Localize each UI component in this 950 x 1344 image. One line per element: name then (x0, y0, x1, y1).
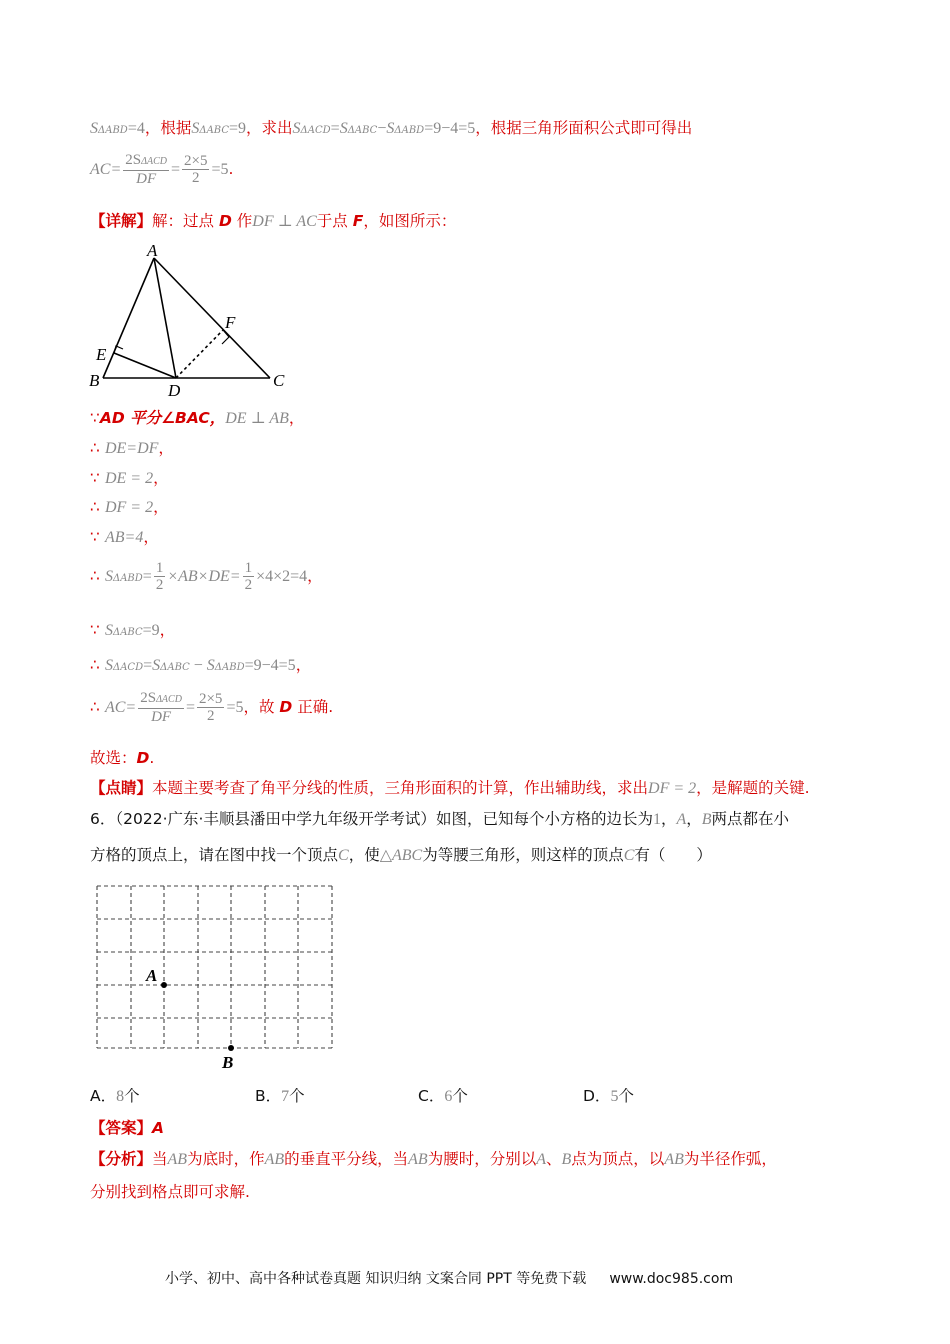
analysis-line-1: 【分析】当AB为底时，作AB的垂直平分线，当AB为腰时，分别以A、B点为顶点，以AB为半径作弧， (90, 1150, 777, 1168)
choose-line: 故选：D. (90, 749, 155, 767)
grid-label-b: B (222, 1053, 234, 1072)
detail-line: 【详解】解：过点 D 作DF ⊥ AC于点 F，如图所示： (90, 212, 457, 230)
intro-line-1: SΔABD=4，根据SΔABC=9，求出SΔACD=SΔABC−SΔABD=9−4=5，根据三角形面积公式即可得出 (90, 119, 693, 137)
answer-line: 【答案】A (90, 1119, 165, 1137)
question-line-1: 6．（2022·广东·丰顺县潘田中学九年级开学考试）如图，已知每个小方格的边长为1，A，B两点都在小 (90, 810, 790, 828)
label-d: D (168, 381, 181, 400)
step-7: ∵ SΔABC=9， (90, 621, 176, 639)
analysis-line-2: 分别找到格点即可求解. (90, 1183, 250, 1201)
triangle-figure (85, 238, 300, 400)
label-b: B (89, 371, 100, 390)
label-a: A (147, 241, 158, 260)
segment-ab (103, 258, 154, 378)
step-4: ∴ DF = 2， (90, 498, 169, 516)
segment-de (114, 353, 176, 378)
step-2: ∴ DE=DF， (90, 439, 174, 457)
label-c: C (273, 371, 285, 390)
footer: 小学、初中、高中各种试卷真题 知识归纳 文案合同 PPT 等免费下载 www.doc985.com (165, 1271, 734, 1287)
option-c[interactable]: C．6个 (418, 1087, 468, 1105)
step-8: ∴ SΔACD=SΔABC − SΔABD=9−4=5， (90, 656, 312, 674)
segment-ad (154, 258, 176, 378)
grid-figure (90, 880, 340, 1075)
comment-line: 【点睛】本题主要考查了角平分线的性质，三角形面积的计算，作出辅助线，求出DF = 2，是解题的关键. (90, 779, 810, 797)
step-1: ∵AD 平分∠BAC，DE ⊥ AB， (90, 409, 305, 427)
step-5: ∵ AB=4， (90, 528, 159, 546)
right-angle-f (222, 330, 229, 344)
option-d[interactable]: D．5个 (583, 1087, 634, 1105)
grid-label-a: A (146, 966, 158, 985)
segment-df (176, 330, 223, 378)
right-angle-e (114, 346, 123, 353)
label-f: F (225, 313, 236, 332)
footer-url[interactable]: www.doc985.com (609, 1271, 734, 1287)
option-a[interactable]: A．8个 (90, 1087, 140, 1105)
step-6: ∴ SΔABD= $\frac{1}{2}$ ×AB×DE= $\frac{1}{2}$ ×4×2=4， (90, 560, 323, 593)
question-line-2: 方格的顶点上，请在图中找一个顶点C，使△ABC为等腰三角形，则这样的顶点C有（ ） (90, 846, 712, 864)
intro-line-2: AC= $\frac{\text{2SΔACD}}{DF}$ = $\frac{2\times 5}{2}$ =5. (90, 152, 234, 187)
point-a (161, 982, 167, 988)
point-b (228, 1045, 234, 1051)
label-e: E (96, 345, 107, 364)
step-9: ∴ AC= $\frac{\text{2SΔACD}}{DF}$ = $\frac{2\times 5}{2}$ =5，故 D 正确. (90, 690, 334, 725)
segment-ac (154, 258, 270, 378)
option-b[interactable]: B．7个 (255, 1087, 305, 1105)
step-3: ∵ DE = 2， (90, 469, 169, 487)
